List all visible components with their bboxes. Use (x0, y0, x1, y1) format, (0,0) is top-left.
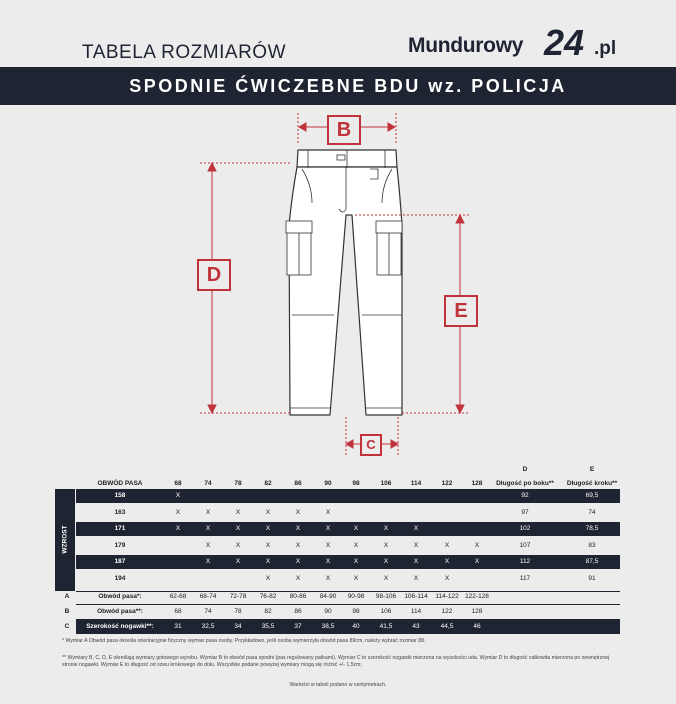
waist-column-header: 90 (324, 480, 332, 487)
height-value: 194 (114, 574, 126, 582)
measure-value: 80-86 (289, 593, 307, 600)
size-available-mark: X (413, 558, 419, 565)
size-available-mark: X (444, 558, 450, 565)
waist-column-header: 98 (352, 480, 360, 487)
size-available-mark: X (413, 541, 419, 549)
measure-value: 78 (234, 608, 242, 615)
measure-value: 72-78 (229, 593, 247, 600)
height-label: WZROST (61, 525, 69, 554)
size-available-mark: X (175, 508, 181, 516)
measure-label-c: C (360, 434, 382, 456)
waist-column-header: 68 (174, 480, 182, 487)
size-available-mark: X (295, 558, 301, 565)
size-available-mark: X (325, 558, 331, 565)
measure-value: 106 (380, 608, 392, 615)
trousers-diagram (0, 105, 676, 460)
measure-value: 90 (324, 608, 332, 615)
waist-column-header: 86 (294, 480, 302, 487)
side-length-value: 112 (519, 558, 531, 565)
measure-value: 46 (473, 623, 481, 630)
column-letter-e: E (589, 466, 595, 473)
height-value: 187 (114, 558, 126, 565)
note-dimensions: ** Wymiary B, C, D, E określają wymiary gotowego wyrobu. Wymiar B to obwód pasa spodni (pas regulowany patkami). Wymiar C to szerokość nogawki mierzona na wysokości uda. Wymiar D to długość całkowita mierzona po zewnętrznej stronie nogawki. Wymiar E to długość od szwu krokowego do dołu. Wszystkie podane powyżej wymiary mogą się różnić +/- 1,5cm; (62, 655, 610, 668)
note-waist: * Wymiar A Obwód pasa określa orientacyjnie fizyczny wymiar pasa osoby. Przykładowo, jeśli osoba wymierzyła obwód pasa 89cm, należy wybrać rozmiar 88. (62, 638, 426, 644)
measure-label: Obwód pasa**: (97, 608, 143, 615)
page-title: TABELA ROZMIARÓW (82, 42, 287, 63)
trousers-drawing (0, 105, 676, 460)
waist-column-header: 74 (204, 480, 212, 487)
size-available-mark: X (353, 525, 359, 532)
size-available-mark: X (265, 558, 271, 565)
size-available-mark: X (205, 558, 211, 565)
size-available-mark: X (295, 508, 301, 516)
size-available-mark: X (474, 558, 480, 565)
size-available-mark: X (265, 574, 271, 582)
measure-value: 37 (294, 623, 302, 630)
measure-value: 68-74 (199, 593, 217, 600)
measure-value: 31 (174, 623, 182, 630)
size-available-mark: X (444, 541, 450, 549)
size-available-mark: X (383, 541, 389, 549)
size-available-mark: X (413, 574, 419, 582)
size-available-mark: X (235, 525, 241, 532)
side-length-value: 97 (521, 508, 529, 516)
measure-value: 114 (410, 608, 422, 615)
waist-column-header: 122 (441, 480, 453, 487)
measure-label-b: B (327, 115, 361, 145)
size-available-mark: X (383, 525, 389, 532)
size-available-mark: X (325, 574, 331, 582)
measure-label-d: D (197, 259, 231, 291)
size-available-mark: X (205, 508, 211, 516)
measure-value: 114-122 (435, 593, 459, 600)
measure-label: Obwód pasa*: (98, 593, 142, 600)
inseam-length-value: 91 (588, 574, 596, 582)
size-available-mark: X (295, 525, 301, 532)
waist-header: OBWÓD PASA (97, 480, 143, 487)
measure-letter: C (64, 623, 70, 630)
side-length-value: 117 (519, 574, 531, 582)
table-rule (76, 489, 620, 490)
column-letter-d: D (522, 466, 528, 473)
measure-value: 44,5 (440, 623, 454, 630)
measure-value: 74 (204, 608, 212, 615)
table-rule (76, 591, 620, 592)
inseam-length-value: 74 (588, 508, 596, 516)
size-available-mark: X (353, 558, 359, 565)
side-length-value: 102 (519, 525, 531, 532)
waist-column-header: 78 (234, 480, 242, 487)
size-available-mark: X (205, 525, 211, 532)
size-available-mark: X (265, 525, 271, 532)
measure-value: 76-82 (259, 593, 277, 600)
size-available-mark: X (413, 525, 419, 532)
inseam-length-value: 83 (588, 541, 596, 549)
size-available-mark: X (235, 541, 241, 549)
size-available-mark: X (235, 558, 241, 565)
column-header-d: Długość po boku** (496, 480, 554, 487)
side-length-value: 92 (521, 492, 529, 499)
size-available-mark: X (325, 541, 331, 549)
measure-value: 98-106 (375, 593, 397, 600)
measure-value: 86 (294, 608, 302, 615)
size-available-mark: X (325, 525, 331, 532)
logo-number: 24 (544, 22, 585, 63)
product-banner (0, 67, 676, 105)
size-available-mark: X (325, 508, 331, 516)
side-length-value: 107 (519, 541, 531, 549)
measure-letter: B (64, 608, 70, 615)
measure-value: 40 (352, 623, 360, 630)
size-table (0, 460, 676, 635)
column-header-e: Długość kroku** (566, 480, 618, 487)
logo-tld: .pl (594, 38, 617, 59)
measure-value: 62-68 (169, 593, 187, 600)
inseam-length-value: 87,5 (585, 558, 599, 565)
waist-column-header: 128 (471, 480, 483, 487)
brand-logo[interactable] (408, 22, 638, 70)
measure-label-e: E (444, 295, 478, 327)
product-name: SPODNIE ĆWICZEBNE BDU wz. POLICJA (129, 76, 567, 96)
waist-column-header: 114 (410, 480, 422, 487)
size-available-mark: X (205, 541, 211, 549)
size-available-mark: X (265, 508, 271, 516)
table-rule (76, 604, 620, 605)
size-available-mark: X (444, 574, 450, 582)
measure-value: 84-90 (319, 593, 337, 600)
measure-value: 98 (352, 608, 360, 615)
size-available-mark: X (295, 574, 301, 582)
size-available-mark: X (353, 541, 359, 549)
measure-value: 34 (234, 623, 242, 630)
measure-value: 128 (471, 608, 483, 615)
measure-value: 106-114 (404, 593, 428, 600)
size-available-mark: X (474, 541, 480, 549)
measure-value: 35,5 (261, 623, 275, 630)
size-available-mark: X (265, 541, 271, 549)
measure-value: 41,5 (379, 623, 393, 630)
inseam-length-value: 69,5 (585, 492, 599, 499)
waist-column-header: 106 (380, 480, 392, 487)
waist-column-header: 82 (264, 480, 272, 487)
measure-value: 122-128 (465, 593, 489, 600)
size-available-mark: X (383, 558, 389, 565)
measure-label: Szerokość nogawki**: (86, 623, 154, 630)
size-available-mark: X (383, 574, 389, 582)
height-value: 158 (114, 492, 126, 499)
size-available-mark: X (175, 492, 181, 499)
inseam-length-value: 78,5 (585, 525, 599, 532)
measure-value: 32,5 (201, 623, 215, 630)
size-available-mark: X (235, 508, 241, 516)
measure-value: 68 (174, 608, 182, 615)
size-available-mark: X (295, 541, 301, 549)
measure-value: 122 (441, 608, 453, 615)
height-value: 163 (114, 508, 126, 516)
logo-word: Mundurowy (408, 34, 524, 57)
height-value: 171 (114, 525, 126, 532)
size-available-mark: X (175, 525, 181, 532)
size-available-mark: X (353, 574, 359, 582)
measure-letter: A (64, 593, 70, 600)
measure-value: 38,5 (321, 623, 335, 630)
measure-value: 90-98 (347, 593, 365, 600)
measure-value: 82 (264, 608, 272, 615)
height-value: 179 (114, 541, 126, 549)
note-units: Wartości w tabeli podano w centymetrach. (289, 682, 387, 688)
measure-value: 43 (412, 623, 420, 630)
